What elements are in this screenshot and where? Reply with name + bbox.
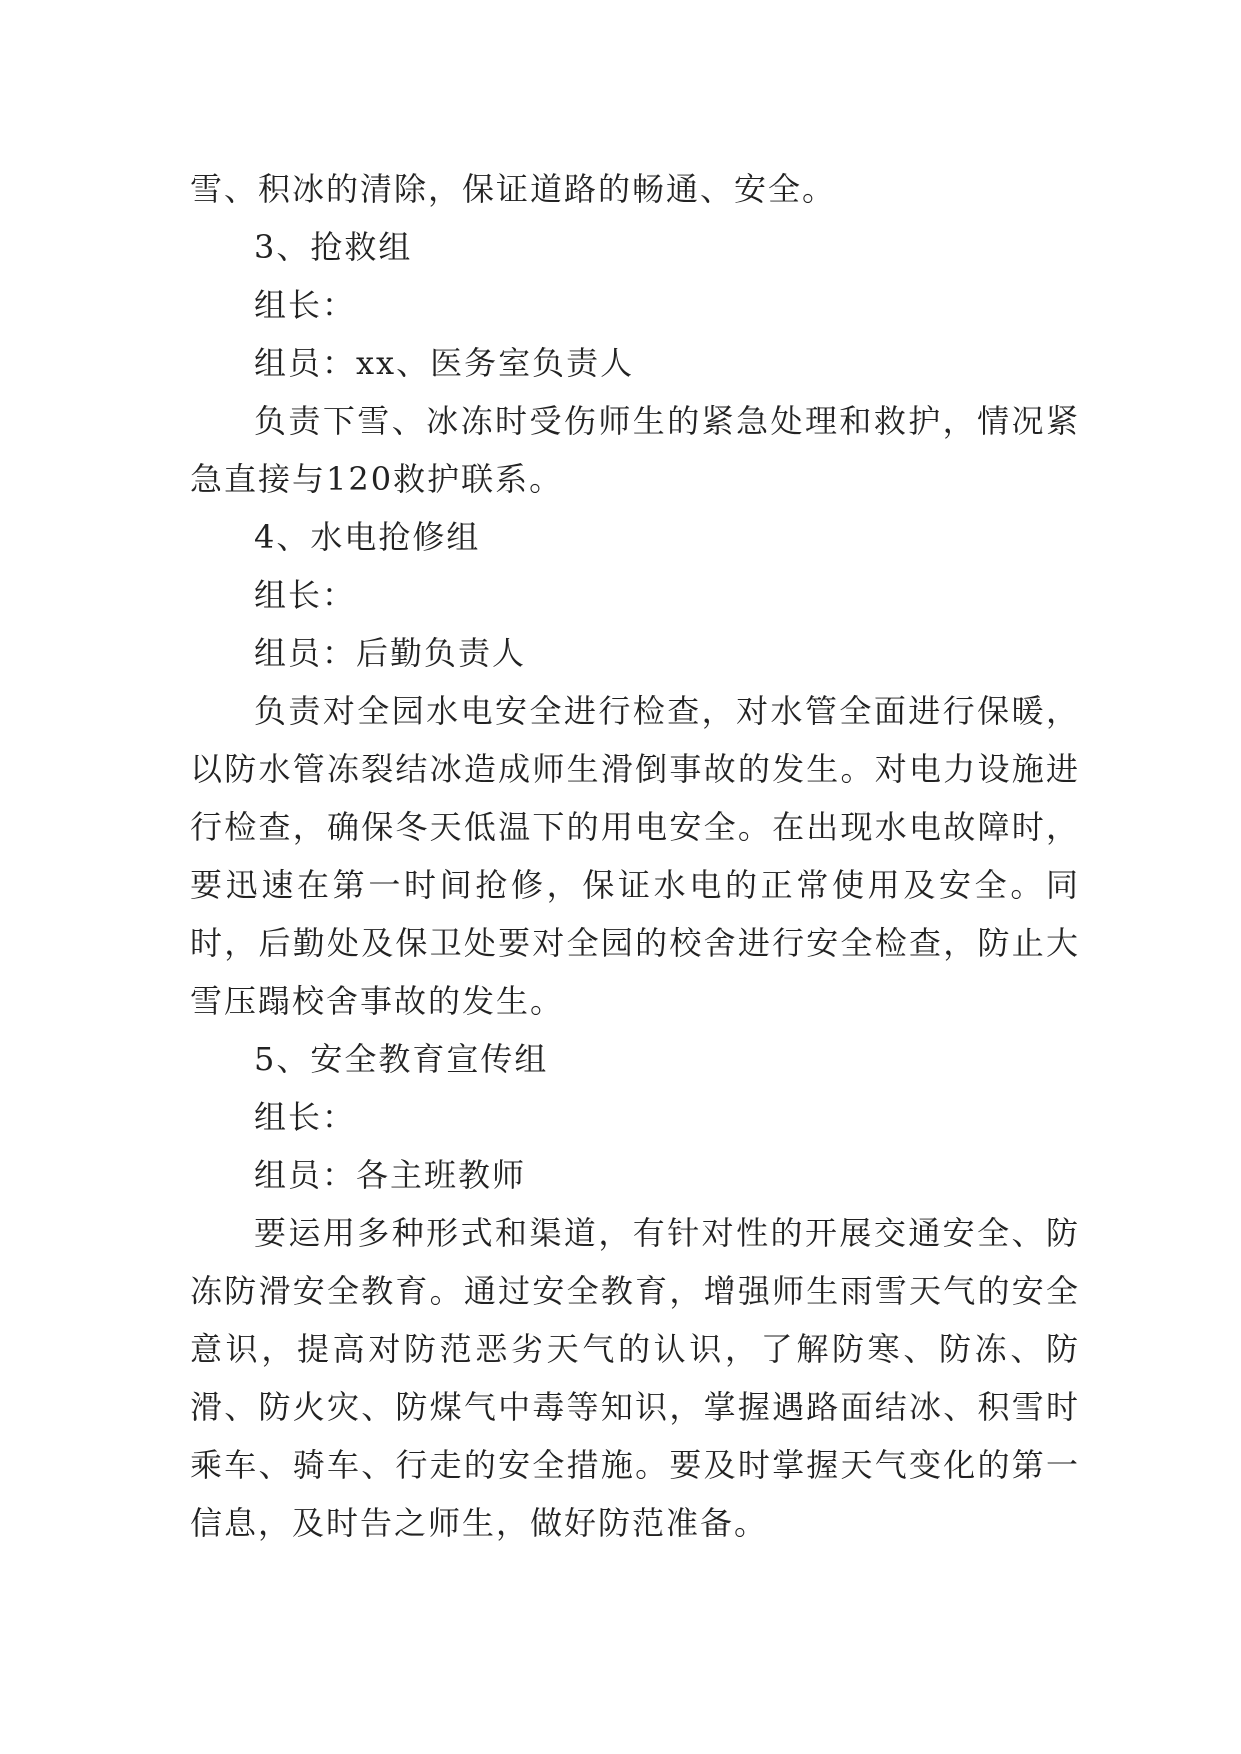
rescue-team-leader: 组长： [254, 286, 357, 324]
heading-repair-team: 4、水电抢修组 [254, 518, 481, 556]
rescue-team-duties: 负责下雪、冰冻时受伤师生的紧急处理和救护，情况紧急直接与120救护联系。 [190, 402, 1080, 498]
education-team-leader: 组长： [254, 1098, 357, 1136]
repair-team-duties: 负责对全园水电安全进行检查，对水管全面进行保暖，以防水管冻裂结冰造成师生滑倒事故的发生。对电力设施进行检查，确保冬天低温下的用电安全。在出现水电故障时，要迅速在第一时间抢修，保证水电的正常使用及安全。同时，后勤处及保卫处要对全园的校舍进行安全检查，防止大雪压蹋校舍事故的发生。 [190, 692, 1080, 1020]
education-team-members: 组员：各主班教师 [254, 1156, 527, 1194]
paragraph-snow-clearing: 雪、积冰的清除，保证道路的畅通、安全。 [190, 170, 837, 208]
repair-team-members: 组员：后勤负责人 [254, 634, 527, 672]
rescue-team-members: 组员：xx、医务室负责人 [254, 344, 635, 382]
heading-education-team: 5、安全教育宣传组 [254, 1040, 549, 1078]
repair-team-leader: 组长： [254, 576, 357, 614]
document-body [190, 160, 1080, 1552]
education-team-duties: 要运用多种形式和渠道，有针对性的开展交通安全、防冻防滑安全教育。通过安全教育，增强师生雨雪天气的安全意识，提高对防范恶劣天气的认识，了解防寒、防冻、防滑、防火灾、防煤气中毒等知识，掌握遇路面结冰、积雪时乘车、骑车、行走的安全措施。要及时掌握天气变化的第一信息，及时告之师生，做好防范准备。 [190, 1214, 1080, 1542]
heading-rescue-team: 3、抢救组 [254, 228, 413, 266]
